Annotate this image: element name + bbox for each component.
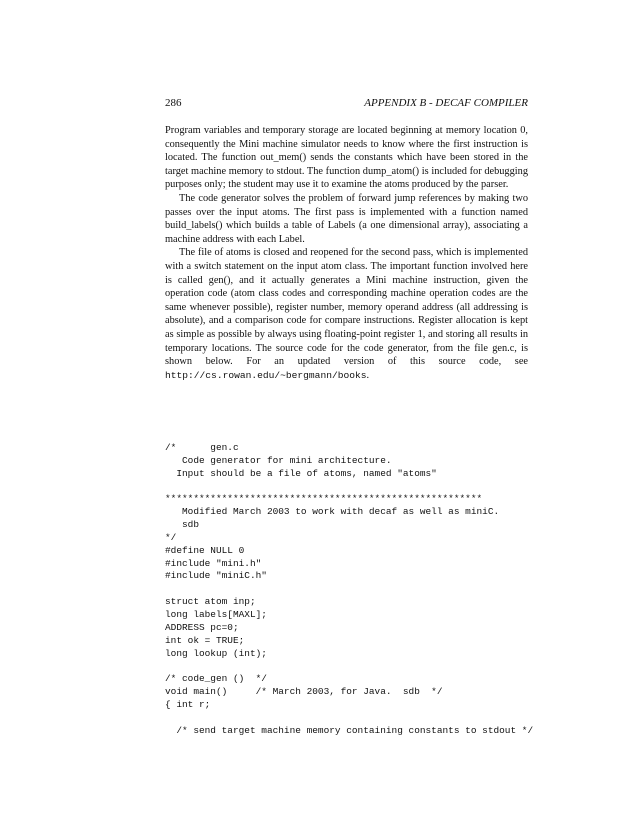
source-url-link[interactable]: http://cs.rowan.edu/~bergmann/books (165, 369, 367, 381)
code-line: #include "mini.h" (165, 557, 262, 569)
code-line: Input should be a file of atoms, named "atoms" (165, 467, 437, 479)
code-line: long lookup (int); (165, 647, 267, 659)
code-line (165, 660, 565, 673)
code-line: /* send target machine memory containing constants to stdout */ (165, 724, 534, 736)
code-line: Modified March 2003 to work with decaf as well as miniC. (165, 506, 500, 518)
running-title: APPENDIX B - DECAF COMPILER (364, 97, 528, 109)
code-line: #define NULL 0 (165, 544, 245, 556)
code-line: void main() /* March 2003, for Java. sdb */ (165, 686, 443, 698)
code-line: Code generator for mini architecture. (165, 454, 392, 466)
paragraph-end-period: . (366, 369, 370, 381)
body-text (165, 124, 528, 382)
code-listing (165, 442, 565, 737)
paragraph-atoms-file-text: The file of atoms is closed and reopened for the second pass, which is implemented with a switch statement on the input atom class. The important function involved here is called gen(), and it actually generates a Mini machine instruction, given the operation code (atom class codes and corresponding machine operation codes are the same whenever possible), register number, memory operand address (all addressing is absolute), and a comparison code for compare instructions. Register allocation is kept as simple as possible by always using floating-point register 1, and storing all results in temporary locations. The source code for the code generator, from the file gen.c, is shown below. For an updated version of this source code, see (165, 247, 528, 368)
code-line: /* gen.c (165, 442, 239, 453)
code-line: /* code_gen () */ (165, 673, 267, 685)
paragraph-memory: Program variables and temporary storage are located beginning at memory location 0, consequently the Mini machine simulator needs to know where the first instruction is located. The function out_mem() sends the constants which have been stored in the target machine memory to stdout. The function dump_atom() is included for debugging purposes only; the student may use it to examine the atoms produced by the parser. (165, 125, 528, 191)
code-line: ADDRESS pc=0; (165, 621, 239, 633)
code-line: { int r; (165, 698, 211, 710)
running-header (165, 97, 528, 113)
code-line: int ok = TRUE; (165, 634, 245, 646)
code-line (165, 712, 565, 725)
code-line (165, 481, 565, 494)
code-line: long labels[MAXL]; (165, 608, 267, 620)
paragraph-two-passes: The code generator solves the problem of forward jump references by making two passes over the input atoms. The first pass is implemented with a function named build_labels() which builds a table of Labels (a one dimensional array), associating a machine address with each Label. (165, 192, 528, 245)
paragraph-atoms-file (165, 246, 528, 382)
code-line: */ (165, 531, 177, 543)
code-line (165, 583, 565, 596)
code-line: struct atom inp; (165, 596, 256, 608)
code-line: sdb (165, 519, 199, 531)
code-line: ******************************************************** (165, 493, 483, 505)
code-line: #include "miniC.h" (165, 570, 267, 582)
page-number: 286 (165, 97, 182, 109)
